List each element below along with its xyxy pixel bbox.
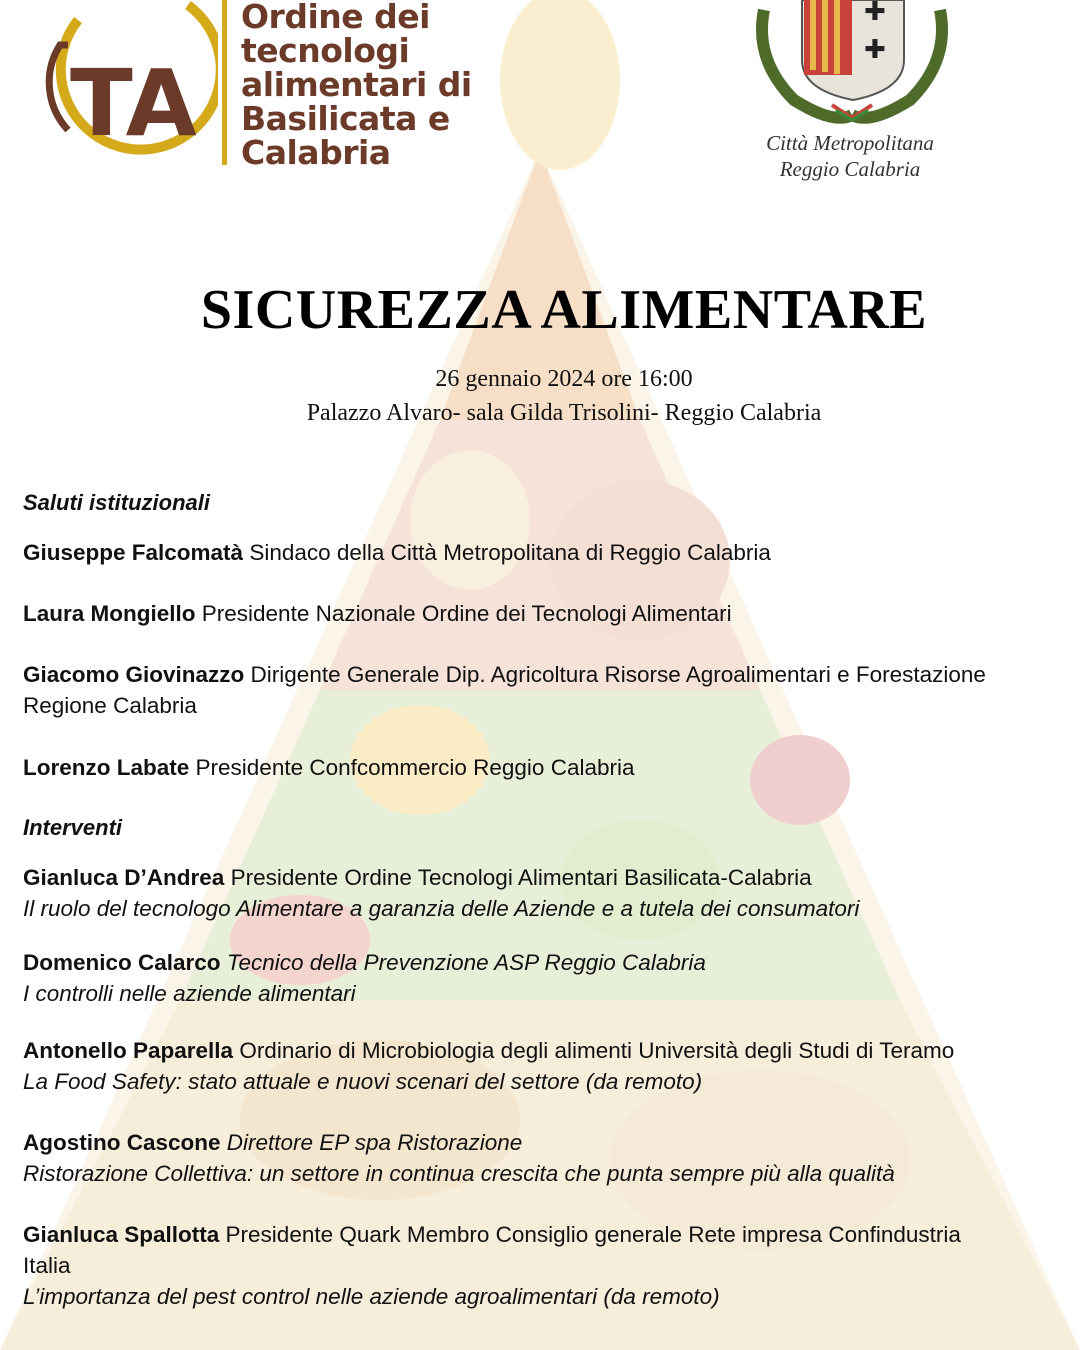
svg-text:✚: ✚: [864, 0, 886, 27]
speaker-name: Lorenzo Labate: [23, 755, 190, 780]
org-name-line: Calabria: [241, 133, 391, 172]
section-heading-saluti: Saluti istituzionali: [23, 490, 211, 515]
speaker-entry: [23, 1035, 1078, 1097]
talk-topic: I controlli nelle aziende alimentari: [23, 981, 356, 1006]
speaker-role: Dirigente Generale Dip. Agricoltura Risorse Agroalimentari e Forestazione: [244, 662, 986, 687]
org-name-line: Basilicata e: [241, 99, 450, 138]
speaker-name: Giacomo Giovinazzo: [23, 662, 245, 687]
talk-topic: La Food Safety: stato attuale e nuovi scenari del settore (da remoto): [23, 1069, 703, 1094]
speaker-role: Ordinario di Microbiologia degli alimenti Università degli Studi di Teramo: [233, 1038, 955, 1063]
city-crest-icon: [744, 0, 960, 125]
section-heading-interventi: Interventi: [23, 815, 123, 840]
org-name: [222, 0, 472, 172]
speaker-role: Sindaco della Città Metropolitana di Reggio Calabria: [243, 540, 771, 565]
speaker-name: Domenico Calarco: [23, 950, 221, 975]
org-name-line: alimentari di: [241, 65, 472, 104]
speaker-name: Gianluca Spallotta: [23, 1222, 220, 1247]
speaker-entry: [23, 537, 1078, 568]
org-name-line: Ordine dei: [241, 0, 430, 36]
speaker-entry: [23, 862, 1078, 924]
speaker-name: Giuseppe Falcomatà: [23, 540, 244, 565]
crest-caption: [720, 130, 980, 182]
speaker-name: Antonello Paparella: [23, 1038, 234, 1063]
speaker-role: Presidente Quark Membro Consiglio generale Rete impresa Confindustria: [219, 1222, 961, 1247]
speaker-entry: [23, 1127, 1078, 1189]
crest-caption-line: Città Metropolitana: [766, 131, 934, 155]
speaker-name: Gianluca D’Andrea: [23, 865, 225, 890]
speaker-role: Tecnico della Prevenzione ASP Reggio Calabria: [220, 950, 706, 975]
svg-text:✚: ✚: [864, 35, 886, 65]
speaker-entry: [23, 947, 1078, 1009]
speaker-entry: [23, 1219, 1078, 1312]
page-title: SICUREZZA ALIMENTARE: [200, 279, 928, 341]
speaker-role: Presidente Confcommercio Reggio Calabria: [189, 755, 635, 780]
speaker-name: Agostino Cascone: [23, 1130, 221, 1155]
speaker-role-continued: Italia: [23, 1253, 71, 1278]
speaker-entry: [23, 752, 1078, 783]
logo-monogram: TA: [70, 50, 197, 157]
talk-topic: L’importanza del pest control nelle aziende agroalimentari (da remoto): [23, 1284, 720, 1309]
speaker-name: Laura Mongiello: [23, 601, 196, 626]
talk-topic: Ristorazione Collettiva: un settore in continua crescita che punta sempre più alla qualità: [23, 1161, 895, 1186]
talk-topic: Il ruolo del tecnologo Alimentare a garanzia delle Aziende e a tutela dei consumatori: [23, 896, 860, 921]
ta-logo-icon: [38, 0, 218, 170]
org-name-line: tecnologi: [241, 31, 410, 70]
crest-caption-line: Reggio Calabria: [779, 157, 921, 181]
speaker-role: Presidente Nazionale Ordine dei Tecnologi Alimentari: [195, 601, 732, 626]
speaker-role: Direttore EP spa Ristorazione: [220, 1130, 523, 1155]
speaker-entry: [23, 659, 1078, 721]
speaker-role-continued: Regione Calabria: [23, 693, 197, 718]
event-datetime: 26 gennaio 2024 ore 16:00: [435, 366, 693, 392]
speaker-entry: [23, 598, 1078, 629]
event-venue: Palazzo Alvaro- sala Gilda Trisolini- Reggio Calabria: [306, 400, 822, 426]
speaker-role: Presidente Ordine Tecnologi Alimentari Basilicata-Calabria: [224, 865, 812, 890]
